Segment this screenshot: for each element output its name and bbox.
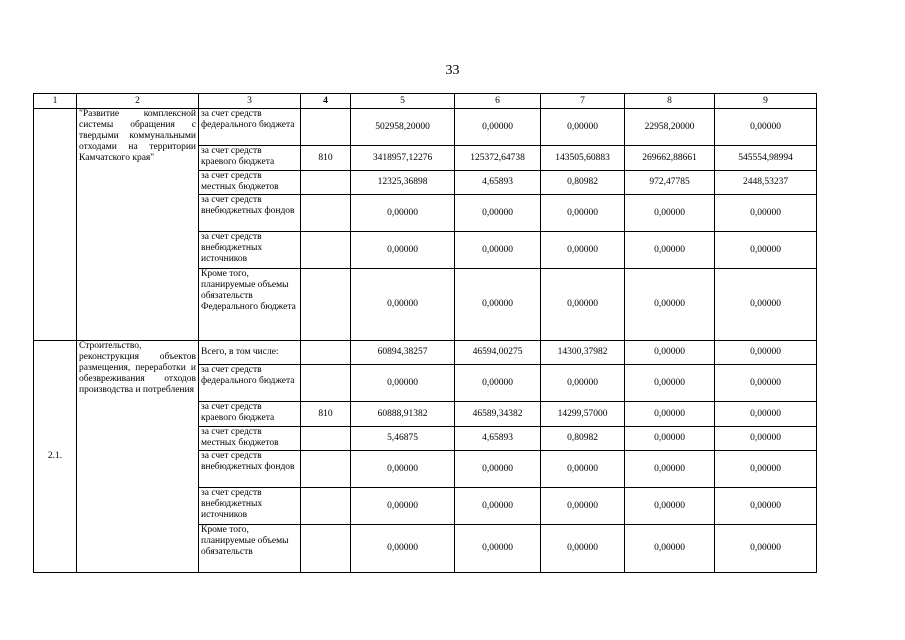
value-cell: 972,47785 [625, 171, 715, 195]
value-cell: 0,00000 [351, 232, 455, 269]
funding-source-cell: за счет средств внебюджетных фондов [199, 451, 301, 488]
value-cell: 0,00000 [455, 232, 541, 269]
value-cell: 0,00000 [541, 451, 625, 488]
table-row [34, 109, 817, 146]
value-cell: 0,00000 [625, 451, 715, 488]
funding-source-cell: за счет средств краевого бюджета [199, 146, 301, 171]
funding-source-cell: за счет средств местных бюджетов [199, 427, 301, 451]
row-code-cell [34, 109, 77, 341]
value-cell: 14300,37982 [541, 341, 625, 365]
header-cell-5: 5 [351, 94, 455, 109]
value-cell: 0,00000 [541, 109, 625, 146]
value-cell: 0,00000 [455, 488, 541, 525]
value-cell: 2448,53237 [715, 171, 817, 195]
event-title-cell: Строительство, реконструкция объектов размещения, переработки и обезвреживания отходов производства и потребления [77, 341, 199, 573]
budget-table [33, 93, 817, 573]
value-cell: 0,00000 [715, 488, 817, 525]
header-cell-6: 6 [455, 94, 541, 109]
value-cell: 0,00000 [625, 427, 715, 451]
value-cell: 0,00000 [625, 525, 715, 573]
value-cell: 545554,98994 [715, 146, 817, 171]
funding-source-cell: за счет средств местных бюджетов [199, 171, 301, 195]
value-cell: 0,00000 [455, 109, 541, 146]
value-cell: 0,00000 [455, 525, 541, 573]
value-cell: 125372,64738 [455, 146, 541, 171]
value-cell: 0,00000 [351, 269, 455, 341]
value-cell: 0,00000 [541, 488, 625, 525]
value-cell: 60888,91382 [351, 402, 455, 427]
value-cell: 502958,20000 [351, 109, 455, 146]
value-cell: 0,00000 [351, 525, 455, 573]
funding-source-cell: за счет средств федерального бюджета [199, 365, 301, 402]
value-cell: 0,00000 [715, 451, 817, 488]
value-cell: 0,00000 [351, 488, 455, 525]
value-cell: 0,00000 [625, 341, 715, 365]
code-810-cell [301, 427, 351, 451]
value-cell: 0,00000 [715, 365, 817, 402]
value-cell: 0,00000 [625, 195, 715, 232]
funding-source-cell: Кроме того, планируемые объемы обязательств [199, 525, 301, 573]
value-cell: 46594,00275 [455, 341, 541, 365]
funding-source-cell: за счет средств внебюджетных фондов [199, 195, 301, 232]
value-cell: 0,00000 [625, 232, 715, 269]
value-cell: 14299,57000 [541, 402, 625, 427]
value-cell: 0,00000 [541, 525, 625, 573]
funding-source-cell: Всего, в том числе: [199, 341, 301, 365]
header-cell-9: 9 [715, 94, 817, 109]
value-cell: 0,00000 [625, 402, 715, 427]
value-cell: 269662,88661 [625, 146, 715, 171]
code-810-cell [301, 195, 351, 232]
code-810-cell [301, 269, 351, 341]
code-810-cell: 810 [301, 402, 351, 427]
value-cell: 0,00000 [715, 109, 817, 146]
code-810-cell: 810 [301, 146, 351, 171]
value-cell: 0,00000 [541, 269, 625, 341]
value-cell: 0,00000 [455, 451, 541, 488]
value-cell: 0,00000 [625, 269, 715, 341]
value-cell: 0,00000 [351, 451, 455, 488]
code-810-cell [301, 109, 351, 146]
funding-source-cell: за счет средств федерального бюджета [199, 109, 301, 146]
value-cell: 0,00000 [715, 341, 817, 365]
header-cell-1: 1 [34, 94, 77, 109]
code-810-cell [301, 232, 351, 269]
header-cell-8: 8 [625, 94, 715, 109]
header-cell-7: 7 [541, 94, 625, 109]
value-cell: 0,00000 [625, 488, 715, 525]
value-cell: 4,65893 [455, 427, 541, 451]
value-cell: 0,80982 [541, 427, 625, 451]
value-cell: 0,00000 [541, 365, 625, 402]
value-cell: 0,00000 [715, 269, 817, 341]
code-810-cell [301, 171, 351, 195]
value-cell: 5,46875 [351, 427, 455, 451]
value-cell: 143505,60883 [541, 146, 625, 171]
row-code-cell: 2.1. [34, 341, 77, 573]
header-cell-2: 2 [77, 94, 199, 109]
value-cell: 12325,36898 [351, 171, 455, 195]
value-cell: 0,00000 [455, 365, 541, 402]
value-cell: 0,00000 [351, 365, 455, 402]
value-cell: 46589,34382 [455, 402, 541, 427]
code-810-cell [301, 488, 351, 525]
code-810-cell [301, 341, 351, 365]
header-cell-3: 3 [199, 94, 301, 109]
value-cell: 3418957,12276 [351, 146, 455, 171]
value-cell: 0,00000 [715, 427, 817, 451]
value-cell: 0,00000 [715, 525, 817, 573]
value-cell: 4,65893 [455, 171, 541, 195]
code-810-cell [301, 451, 351, 488]
value-cell: 0,00000 [625, 365, 715, 402]
funding-source-cell: Кроме того, планируемые объемы обязательств Федерального бюджета [199, 269, 301, 341]
value-cell: 0,80982 [541, 171, 625, 195]
program-title-cell: "Развитие комплексной системы обращения с твердыми коммунальными отходами на территории Камчатского края" [77, 109, 199, 341]
value-cell: 0,00000 [541, 232, 625, 269]
code-810-cell [301, 525, 351, 573]
code-810-cell [301, 365, 351, 402]
value-cell: 0,00000 [715, 232, 817, 269]
value-cell: 0,00000 [455, 195, 541, 232]
funding-source-cell: за счет средств внебюджетных источников [199, 232, 301, 269]
value-cell: 0,00000 [715, 402, 817, 427]
value-cell: 0,00000 [351, 195, 455, 232]
funding-source-cell: за счет средств внебюджетных источников [199, 488, 301, 525]
value-cell: 0,00000 [455, 269, 541, 341]
page-number: 33 [445, 63, 460, 78]
table-row [34, 341, 817, 365]
value-cell: 0,00000 [541, 195, 625, 232]
header-cell-4: 4 [301, 94, 351, 109]
funding-source-cell: за счет средств краевого бюджета [199, 402, 301, 427]
value-cell: 22958,20000 [625, 109, 715, 146]
value-cell: 60894,38257 [351, 341, 455, 365]
header-row [34, 94, 817, 109]
value-cell: 0,00000 [715, 195, 817, 232]
